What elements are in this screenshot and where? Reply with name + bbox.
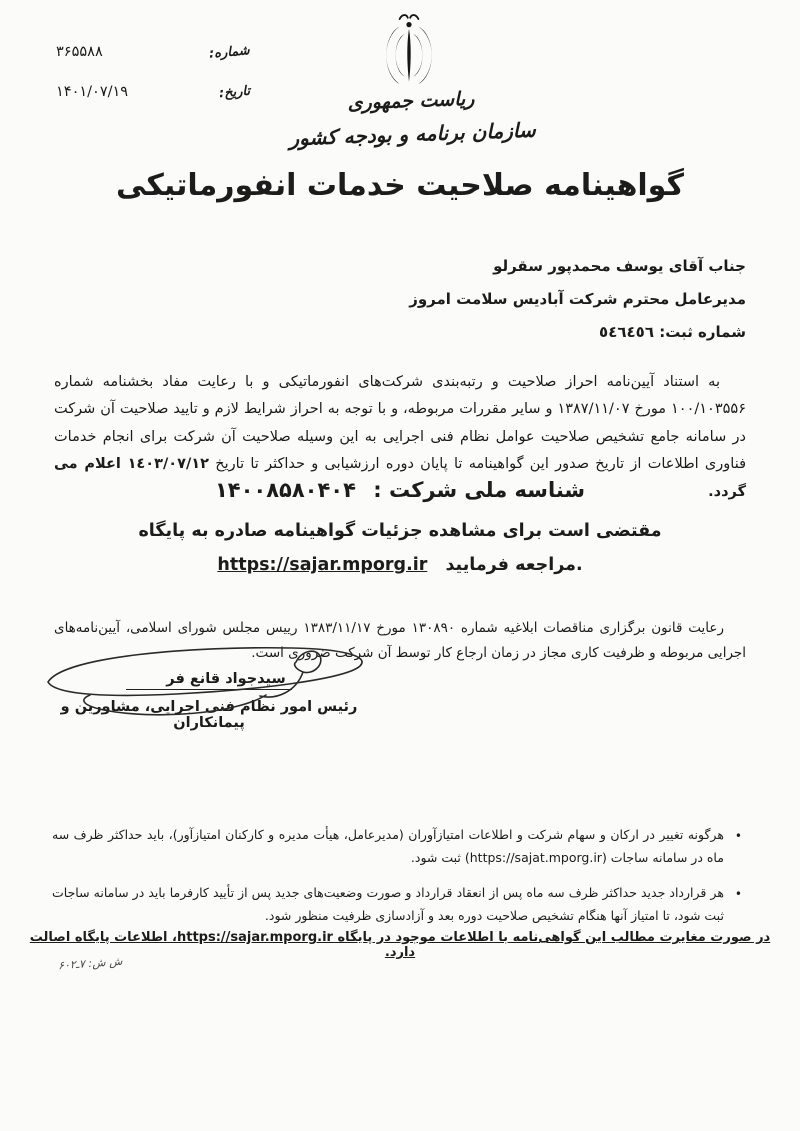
body-text-part2: اعلام می گردد. (54, 456, 746, 500)
addressee-role-company: مدیرعامل محترم شرکت آبادیس سلامت امروز (409, 290, 746, 308)
bullet-icon: • (734, 887, 742, 901)
footnotes-block (52, 824, 742, 940)
regulations-paragraph: رعایت قانون برگزاری مناقصات ابلاغیه شماره ۱۳۰۸۹۰ مورخ ۱۳۸۳/۱۱/۱۷ رییس مجلس شورای اسلامی، آیین‌نامه‌های اجرایی مربوطه و ظرفیت کاری مجاز در زمان ارجاع کار توسط آن شرکت ضروری است. (54, 619, 746, 661)
footnote-item (52, 882, 742, 927)
portal-url-line (0, 555, 800, 575)
document-date-value: ۱۴۰۱/۰۷/۱۹ (56, 84, 129, 100)
body-text-part1: به استناد آیین‌نامه احراز صلاحیت و رتبه‌بندی شرکت‌های انفورماتیکی و با رعایت مفاد بخشنامه شماره ۱۰۰/۱۰۳۵۵۶ مورخ ۱۳۸۷/۱۱/۰۷ و سایر مقررات مربوطه، و با توجه به احراز شرایط لازم و تایید صلاحیت آن شرکت در سامانه جامع تشخیص صلاحیت عوامل نظام فنی اجرایی به این وسیله صلاحیت آن شرکت برای انجام خدمات فناوری اطلاعات از تاریخ صدور این گواهینامه تا پایان دوره ارزشیابی و حداکثر تا تاریخ (54, 373, 747, 472)
sajar-portal-link[interactable]: https://sajar.mporg.ir (217, 555, 428, 575)
document-number-row (56, 44, 250, 60)
handwritten-reference-note: ش ش: ۷ـ۶۰۲ (57, 954, 123, 973)
page-title: گواهینامه صلاحیت خدمات انفورماتیکی (116, 168, 684, 203)
org-pbo-line: سازمان برنامه و بودجه کشور (288, 117, 537, 151)
portal-action-text: مراجعه فرمایید. (445, 555, 583, 575)
document-date-row (56, 84, 250, 100)
expiry-date: ١٤٠٣/٠٧/١٢ (127, 456, 209, 472)
org-presidency-line: ریاست جمهوری (347, 87, 475, 115)
footnote-text-2: هر قرارداد جدید حداکثر ظرف سه ماه پس از انعقاد قرارداد و صورت وضعیت‌های جدید پس از تأیید کارفرما باید در سامانه ساجات ثبت شود، تا امتیاز آنها هنگام تشخیص صلاحیت دوره بعد و آزادسازی ظرفیت منظور شود. (52, 885, 724, 923)
footnote-text-1: هرگونه تغییر در ارکان و سهام شرکت و اطلاعات امتیازآوران (مدیرعامل، هیأت مدیره و کارکنان امتیازآور)، باید حداکثر ظرف سه ماه در سامانه ساجات (https://sajat.mporg.ir) ثبت شود. (52, 827, 724, 865)
document-number-label: شماره: (208, 43, 251, 62)
national-id-line (0, 478, 800, 502)
national-id-label: شناسه ملی شرکت : (373, 478, 586, 502)
signature-block (24, 668, 394, 731)
document-number-value: ۳۶۵۵۸۸ (56, 44, 103, 60)
portal-instruction-line: مقتضی است برای مشاهده جزئیات گواهینامه صادره به پایگاه (138, 521, 662, 541)
national-id-value: ۱۴۰۰۸۵۸۰۴۰۴ (214, 478, 356, 502)
company-registration-number: شماره ثبت: ٥٤٦٤٥٦ (599, 323, 746, 341)
footnote-item (52, 824, 742, 869)
addressee-block (409, 250, 746, 349)
authenticity-disclaimer (28, 930, 772, 960)
signatory-name: سیدجواد قانع فر (126, 671, 291, 690)
iran-emblem-icon (369, 14, 449, 94)
document-date-label: تاریخ: (218, 83, 251, 102)
document-meta (56, 44, 250, 124)
addressee-name: جناب آقای یوسف محمدپور سقرلو (493, 257, 746, 275)
bullet-icon: • (734, 829, 742, 843)
signatory-title: رئیس امور نظام فنی اجرایی، مشاورین و پیمانکاران (60, 699, 358, 731)
authenticity-disclaimer-text: در صورت مغایرت مطالب این گواهی‌نامه با اطلاعات موجود در پایگاه https://sajar.mporg.ir، اطلاعات پایگاه اصالت دارد. (29, 930, 771, 960)
